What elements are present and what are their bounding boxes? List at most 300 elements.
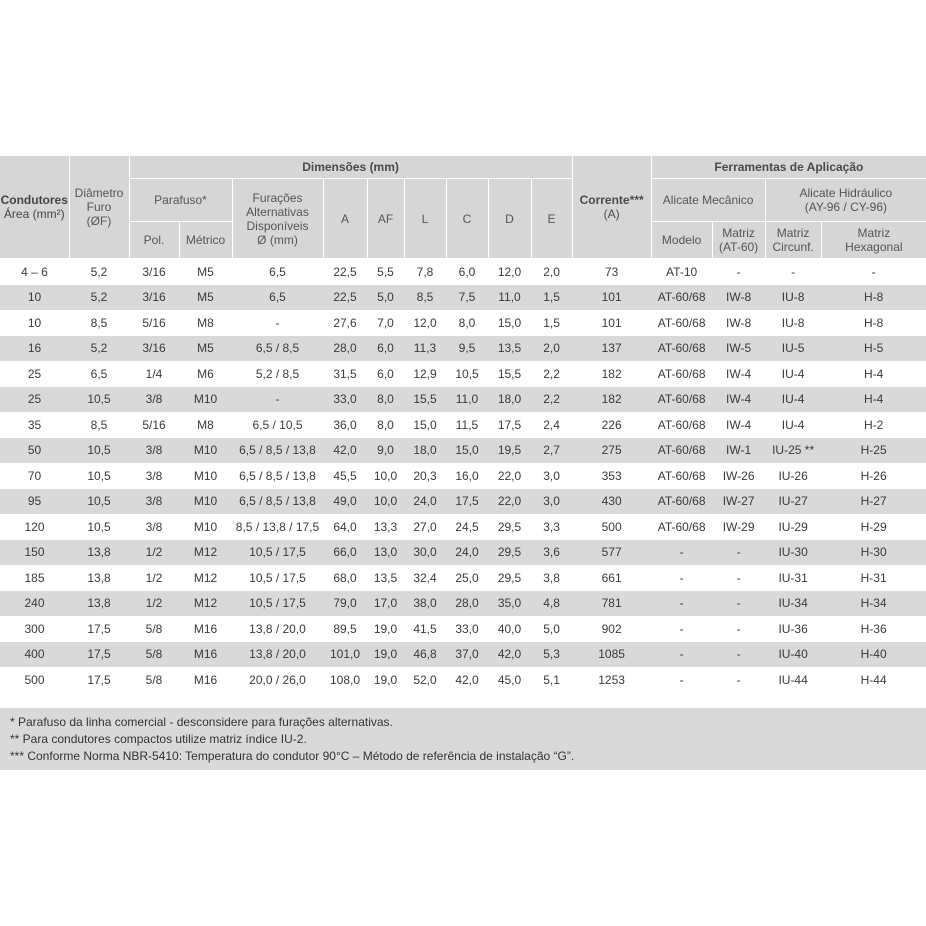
connector-spec-table bbox=[0, 156, 926, 693]
cell-conductor-area: 120 bbox=[0, 514, 69, 540]
cell-conductor-area: 50 bbox=[0, 438, 69, 464]
cell-conductor-area: 70 bbox=[0, 463, 69, 489]
cell-conductor-area: 95 bbox=[0, 489, 69, 515]
header-current-label: Corrente*** bbox=[579, 193, 644, 207]
cell-dim-d: 11,0 bbox=[488, 285, 531, 311]
cell-dim-c: 24,0 bbox=[446, 540, 488, 566]
cell-dim-e: 2,4 bbox=[531, 412, 572, 438]
cell-matrix-at60: - bbox=[712, 667, 765, 693]
header-dim-e: E bbox=[531, 179, 572, 259]
cell-conductor-area: 25 bbox=[0, 387, 69, 413]
cell-dim-e: 5,0 bbox=[531, 616, 572, 642]
cell-matrix-hex: H-8 bbox=[821, 310, 926, 336]
cell-hole-diameter: 13,8 bbox=[69, 540, 129, 566]
cell-dim-d: 29,5 bbox=[488, 540, 531, 566]
cell-matrix-at60: IW-1 bbox=[712, 438, 765, 464]
cell-alt-holes: 10,5 / 17,5 bbox=[232, 591, 323, 617]
cell-dim-d: 15,0 bbox=[488, 310, 531, 336]
cell-matrix-hex: H-29 bbox=[821, 514, 926, 540]
cell-matrix-hex: H-36 bbox=[821, 616, 926, 642]
header-hyd-tool-line1: Alicate Hidráulico bbox=[799, 186, 893, 200]
cell-matrix-at60: IW-4 bbox=[712, 387, 765, 413]
header-hole-diameter-line2: Furo bbox=[86, 200, 112, 214]
cell-conductor-area: 4 – 6 bbox=[0, 259, 69, 285]
cell-dim-af: 8,0 bbox=[367, 412, 404, 438]
cell-dim-c: 11,0 bbox=[446, 387, 488, 413]
cell-hole-diameter: 8,5 bbox=[69, 310, 129, 336]
header-matrix-circ bbox=[765, 222, 821, 259]
cell-screw-metric: M10 bbox=[179, 514, 232, 540]
cell-matrix-at60: IW-4 bbox=[712, 412, 765, 438]
cell-model: AT-60/68 bbox=[651, 412, 712, 438]
cell-dim-e: 3,0 bbox=[531, 489, 572, 515]
table-row bbox=[0, 514, 926, 540]
cell-alt-holes: 13,8 / 20,0 bbox=[232, 616, 323, 642]
cell-dim-d: 29,5 bbox=[488, 514, 531, 540]
cell-alt-holes: 10,5 / 17,5 bbox=[232, 540, 323, 566]
cell-screw-pol: 5/16 bbox=[129, 412, 179, 438]
cell-model: - bbox=[651, 565, 712, 591]
cell-dim-l: 18,0 bbox=[404, 438, 446, 464]
cell-dim-d: 18,0 bbox=[488, 387, 531, 413]
cell-dim-e: 2,2 bbox=[531, 361, 572, 387]
cell-conductor-area: 150 bbox=[0, 540, 69, 566]
cell-dim-e: 3,8 bbox=[531, 565, 572, 591]
cell-dim-l: 24,0 bbox=[404, 489, 446, 515]
cell-dim-l: 15,5 bbox=[404, 387, 446, 413]
cell-hole-diameter: 10,5 bbox=[69, 463, 129, 489]
cell-matrix-at60: - bbox=[712, 259, 765, 285]
cell-hole-diameter: 8,5 bbox=[69, 412, 129, 438]
cell-dim-d: 12,0 bbox=[488, 259, 531, 285]
cell-screw-pol: 5/8 bbox=[129, 616, 179, 642]
header-screw: Parafuso* bbox=[129, 179, 232, 222]
header-matrix-at60 bbox=[712, 222, 765, 259]
cell-dim-af: 5,5 bbox=[367, 259, 404, 285]
cell-screw-metric: M8 bbox=[179, 412, 232, 438]
cell-matrix-circ: IU-25 ** bbox=[765, 438, 821, 464]
cell-dim-a: 28,0 bbox=[323, 336, 367, 362]
cell-dim-l: 32,4 bbox=[404, 565, 446, 591]
cell-dim-af: 10,0 bbox=[367, 489, 404, 515]
cell-dim-af: 6,0 bbox=[367, 336, 404, 362]
table-row bbox=[0, 565, 926, 591]
cell-dim-c: 15,0 bbox=[446, 438, 488, 464]
cell-alt-holes: 20,0 / 26,0 bbox=[232, 667, 323, 693]
cell-matrix-hex: H-4 bbox=[821, 387, 926, 413]
cell-dim-a: 66,0 bbox=[323, 540, 367, 566]
cell-dim-c: 9,5 bbox=[446, 336, 488, 362]
cell-matrix-circ: IU-36 bbox=[765, 616, 821, 642]
header-hyd-tool bbox=[765, 179, 926, 222]
cell-screw-pol: 5/8 bbox=[129, 667, 179, 693]
header-current-unit: (A) bbox=[603, 207, 620, 221]
table-row bbox=[0, 667, 926, 693]
cell-dim-af: 19,0 bbox=[367, 642, 404, 668]
header-current bbox=[572, 156, 651, 259]
cell-conductor-area: 35 bbox=[0, 412, 69, 438]
cell-alt-holes: 6,5 / 10,5 bbox=[232, 412, 323, 438]
cell-conductor-area: 25 bbox=[0, 361, 69, 387]
cell-dim-d: 35,0 bbox=[488, 591, 531, 617]
cell-screw-pol: 3/8 bbox=[129, 438, 179, 464]
cell-model: AT-60/68 bbox=[651, 514, 712, 540]
cell-matrix-circ: IU-26 bbox=[765, 463, 821, 489]
header-matrix-hex-line1: Matriz bbox=[857, 226, 891, 240]
cell-dim-l: 52,0 bbox=[404, 667, 446, 693]
cell-matrix-circ: IU-8 bbox=[765, 285, 821, 311]
cell-dim-d: 13,5 bbox=[488, 336, 531, 362]
table-row bbox=[0, 438, 926, 464]
cell-dim-c: 33,0 bbox=[446, 616, 488, 642]
cell-conductor-area: 10 bbox=[0, 310, 69, 336]
cell-screw-pol: 5/8 bbox=[129, 642, 179, 668]
cell-matrix-hex: H-5 bbox=[821, 336, 926, 362]
table-row bbox=[0, 642, 926, 668]
cell-alt-holes: 8,5 / 13,8 / 17,5 bbox=[232, 514, 323, 540]
cell-matrix-at60: IW-29 bbox=[712, 514, 765, 540]
cell-screw-pol: 3/16 bbox=[129, 336, 179, 362]
cell-dim-l: 41,5 bbox=[404, 616, 446, 642]
table-row bbox=[0, 259, 926, 285]
cell-dim-e: 2,0 bbox=[531, 259, 572, 285]
cell-alt-holes: 6,5 / 8,5 bbox=[232, 336, 323, 362]
cell-screw-metric: M5 bbox=[179, 285, 232, 311]
cell-current: 101 bbox=[572, 310, 651, 336]
cell-dim-a: 42,0 bbox=[323, 438, 367, 464]
cell-matrix-at60: IW-26 bbox=[712, 463, 765, 489]
cell-dim-e: 5,1 bbox=[531, 667, 572, 693]
cell-dim-a: 68,0 bbox=[323, 565, 367, 591]
cell-matrix-hex: H-25 bbox=[821, 438, 926, 464]
cell-model: AT-60/68 bbox=[651, 438, 712, 464]
cell-screw-metric: M16 bbox=[179, 642, 232, 668]
table-row bbox=[0, 361, 926, 387]
cell-conductor-area: 500 bbox=[0, 667, 69, 693]
cell-dim-c: 10,5 bbox=[446, 361, 488, 387]
cell-dim-af: 7,0 bbox=[367, 310, 404, 336]
cell-model: - bbox=[651, 642, 712, 668]
cell-dim-d: 15,5 bbox=[488, 361, 531, 387]
cell-matrix-hex: H-4 bbox=[821, 361, 926, 387]
cell-matrix-circ: IU-34 bbox=[765, 591, 821, 617]
cell-alt-holes: 10,5 / 17,5 bbox=[232, 565, 323, 591]
table-row bbox=[0, 285, 926, 311]
cell-matrix-at60: - bbox=[712, 616, 765, 642]
cell-dim-a: 49,0 bbox=[323, 489, 367, 515]
header-hole-diameter-line1: Diâmetro bbox=[74, 186, 124, 200]
cell-dim-c: 7,5 bbox=[446, 285, 488, 311]
cell-dim-af: 13,5 bbox=[367, 565, 404, 591]
cell-screw-pol: 1/2 bbox=[129, 565, 179, 591]
cell-screw-pol: 5/16 bbox=[129, 310, 179, 336]
cell-dim-l: 11,3 bbox=[404, 336, 446, 362]
table-body bbox=[0, 259, 926, 693]
cell-current: 1253 bbox=[572, 667, 651, 693]
cell-alt-holes: 6,5 / 8,5 / 13,8 bbox=[232, 463, 323, 489]
cell-dim-af: 13,0 bbox=[367, 540, 404, 566]
cell-matrix-at60: IW-4 bbox=[712, 361, 765, 387]
cell-screw-metric: M16 bbox=[179, 667, 232, 693]
table-header bbox=[0, 156, 926, 259]
cell-dim-e: 1,5 bbox=[531, 285, 572, 311]
cell-current: 902 bbox=[572, 616, 651, 642]
cell-alt-holes: 6,5 / 8,5 / 13,8 bbox=[232, 438, 323, 464]
cell-alt-holes: 13,8 / 20,0 bbox=[232, 642, 323, 668]
cell-screw-metric: M12 bbox=[179, 591, 232, 617]
cell-dim-a: 31,5 bbox=[323, 361, 367, 387]
cell-dim-a: 79,0 bbox=[323, 591, 367, 617]
cell-dim-l: 15,0 bbox=[404, 412, 446, 438]
footnote-compact: ** Para condutores compactos utilize matriz índice IU-2. bbox=[10, 732, 307, 746]
cell-matrix-at60: - bbox=[712, 540, 765, 566]
header-mech-tool: Alicate Mecânico bbox=[651, 179, 765, 222]
cell-dim-d: 29,5 bbox=[488, 565, 531, 591]
cell-screw-metric: M8 bbox=[179, 310, 232, 336]
cell-matrix-circ: IU-27 bbox=[765, 489, 821, 515]
cell-dim-l: 8,5 bbox=[404, 285, 446, 311]
cell-matrix-hex: - bbox=[821, 259, 926, 285]
header-dim-af: AF bbox=[367, 179, 404, 259]
cell-dim-e: 4,8 bbox=[531, 591, 572, 617]
cell-matrix-at60: IW-5 bbox=[712, 336, 765, 362]
cell-dim-a: 101,0 bbox=[323, 642, 367, 668]
cell-model: - bbox=[651, 667, 712, 693]
cell-dim-e: 3,0 bbox=[531, 463, 572, 489]
cell-model: AT-60/68 bbox=[651, 361, 712, 387]
cell-current: 353 bbox=[572, 463, 651, 489]
cell-current: 1085 bbox=[572, 642, 651, 668]
cell-dim-c: 8,0 bbox=[446, 310, 488, 336]
cell-dim-e: 5,3 bbox=[531, 642, 572, 668]
cell-screw-metric: M10 bbox=[179, 387, 232, 413]
cell-current: 275 bbox=[572, 438, 651, 464]
cell-current: 500 bbox=[572, 514, 651, 540]
cell-conductor-area: 300 bbox=[0, 616, 69, 642]
cell-matrix-hex: H-8 bbox=[821, 285, 926, 311]
cell-conductor-area: 10 bbox=[0, 285, 69, 311]
cell-model: - bbox=[651, 540, 712, 566]
cell-model: - bbox=[651, 591, 712, 617]
header-hyd-tool-line2: (AY-96 / CY-96) bbox=[804, 200, 887, 214]
cell-alt-holes: 6,5 bbox=[232, 285, 323, 311]
table-row bbox=[0, 387, 926, 413]
cell-screw-metric: M16 bbox=[179, 616, 232, 642]
header-conductors-label: Condutores bbox=[0, 193, 68, 207]
header-matrix-at60-line1: Matriz bbox=[722, 226, 755, 240]
cell-matrix-circ: IU-44 bbox=[765, 667, 821, 693]
cell-matrix-at60: - bbox=[712, 565, 765, 591]
header-alt-holes-line1: Furações bbox=[252, 190, 303, 205]
header-screw-pol: Pol. bbox=[129, 222, 179, 259]
cell-dim-af: 19,0 bbox=[367, 667, 404, 693]
cell-matrix-circ: IU-4 bbox=[765, 361, 821, 387]
cell-screw-metric: M5 bbox=[179, 259, 232, 285]
cell-dim-e: 2,2 bbox=[531, 387, 572, 413]
cell-current: 182 bbox=[572, 387, 651, 413]
header-hole-diameter bbox=[69, 156, 129, 259]
cell-matrix-at60: IW-8 bbox=[712, 285, 765, 311]
header-matrix-circ-line2: Circunf. bbox=[772, 240, 814, 254]
cell-dim-c: 16,0 bbox=[446, 463, 488, 489]
header-alt-holes bbox=[232, 179, 323, 259]
cell-conductor-area: 185 bbox=[0, 565, 69, 591]
cell-dim-a: 36,0 bbox=[323, 412, 367, 438]
footnotes bbox=[0, 708, 926, 770]
cell-hole-diameter: 10,5 bbox=[69, 438, 129, 464]
cell-matrix-hex: H-44 bbox=[821, 667, 926, 693]
cell-matrix-at60: - bbox=[712, 642, 765, 668]
cell-screw-metric: M12 bbox=[179, 540, 232, 566]
cell-dim-c: 37,0 bbox=[446, 642, 488, 668]
cell-dim-c: 28,0 bbox=[446, 591, 488, 617]
cell-matrix-hex: H-30 bbox=[821, 540, 926, 566]
table-row bbox=[0, 616, 926, 642]
cell-screw-pol: 3/8 bbox=[129, 387, 179, 413]
cell-dim-e: 1,5 bbox=[531, 310, 572, 336]
header-matrix-circ-line1: Matriz bbox=[776, 226, 810, 240]
cell-current: 661 bbox=[572, 565, 651, 591]
header-matrix-at60-line2: (AT-60) bbox=[719, 240, 759, 254]
cell-matrix-circ: IU-29 bbox=[765, 514, 821, 540]
cell-screw-pol: 3/16 bbox=[129, 285, 179, 311]
cell-alt-holes: 5,2 / 8,5 bbox=[232, 361, 323, 387]
cell-dim-l: 7,8 bbox=[404, 259, 446, 285]
cell-alt-holes: 6,5 bbox=[232, 259, 323, 285]
cell-matrix-hex: H-31 bbox=[821, 565, 926, 591]
cell-hole-diameter: 17,5 bbox=[69, 642, 129, 668]
cell-dim-d: 17,5 bbox=[488, 412, 531, 438]
cell-dim-l: 27,0 bbox=[404, 514, 446, 540]
table-row bbox=[0, 540, 926, 566]
cell-model: AT-60/68 bbox=[651, 310, 712, 336]
cell-dim-c: 42,0 bbox=[446, 667, 488, 693]
cell-conductor-area: 400 bbox=[0, 642, 69, 668]
cell-hole-diameter: 13,8 bbox=[69, 591, 129, 617]
cell-matrix-circ: IU-40 bbox=[765, 642, 821, 668]
cell-screw-pol: 3/8 bbox=[129, 514, 179, 540]
cell-alt-holes: 6,5 / 8,5 / 13,8 bbox=[232, 489, 323, 515]
cell-hole-diameter: 5,2 bbox=[69, 285, 129, 311]
cell-dim-l: 12,0 bbox=[404, 310, 446, 336]
table-row bbox=[0, 489, 926, 515]
cell-hole-diameter: 10,5 bbox=[69, 514, 129, 540]
cell-screw-metric: M5 bbox=[179, 336, 232, 362]
cell-screw-pol: 3/8 bbox=[129, 489, 179, 515]
cell-dim-c: 25,0 bbox=[446, 565, 488, 591]
cell-matrix-at60: - bbox=[712, 591, 765, 617]
cell-conductor-area: 16 bbox=[0, 336, 69, 362]
cell-screw-pol: 3/16 bbox=[129, 259, 179, 285]
cell-dim-a: 27,6 bbox=[323, 310, 367, 336]
cell-screw-pol: 1/4 bbox=[129, 361, 179, 387]
cell-model: AT-60/68 bbox=[651, 336, 712, 362]
cell-dim-l: 20,3 bbox=[404, 463, 446, 489]
cell-dim-c: 17,5 bbox=[446, 489, 488, 515]
header-tools: Ferramentas de Aplicação bbox=[651, 156, 926, 179]
cell-matrix-circ: IU-31 bbox=[765, 565, 821, 591]
cell-dim-af: 8,0 bbox=[367, 387, 404, 413]
cell-dim-af: 13,3 bbox=[367, 514, 404, 540]
cell-matrix-circ: IU-30 bbox=[765, 540, 821, 566]
cell-alt-holes: - bbox=[232, 310, 323, 336]
header-dim-c: C bbox=[446, 179, 488, 259]
cell-hole-diameter: 5,2 bbox=[69, 336, 129, 362]
cell-hole-diameter: 5,2 bbox=[69, 259, 129, 285]
header-hole-diameter-line3: (ØF) bbox=[86, 214, 112, 228]
cell-model: AT-60/68 bbox=[651, 387, 712, 413]
cell-conductor-area: 240 bbox=[0, 591, 69, 617]
cell-screw-pol: 1/2 bbox=[129, 591, 179, 617]
cell-matrix-circ: IU-4 bbox=[765, 387, 821, 413]
footnote-norm: *** Conforme Norma NBR-5410: Temperatura do condutor 90°C – Método de referência de instalação “G”. bbox=[10, 749, 575, 763]
cell-dim-af: 17,0 bbox=[367, 591, 404, 617]
table-row bbox=[0, 591, 926, 617]
cell-dim-a: 33,0 bbox=[323, 387, 367, 413]
cell-dim-a: 22,5 bbox=[323, 285, 367, 311]
cell-current: 577 bbox=[572, 540, 651, 566]
cell-matrix-hex: H-27 bbox=[821, 489, 926, 515]
cell-dim-a: 22,5 bbox=[323, 259, 367, 285]
cell-dim-af: 5,0 bbox=[367, 285, 404, 311]
cell-current: 182 bbox=[572, 361, 651, 387]
header-dim-l: L bbox=[404, 179, 446, 259]
cell-dim-c: 11,5 bbox=[446, 412, 488, 438]
header-alt-holes-line4: Ø (mm) bbox=[257, 232, 298, 247]
cell-matrix-hex: H-40 bbox=[821, 642, 926, 668]
cell-matrix-at60: IW-27 bbox=[712, 489, 765, 515]
cell-alt-holes: - bbox=[232, 387, 323, 413]
cell-dim-l: 46,8 bbox=[404, 642, 446, 668]
cell-dim-e: 2,0 bbox=[531, 336, 572, 362]
cell-dim-a: 108,0 bbox=[323, 667, 367, 693]
cell-screw-metric: M10 bbox=[179, 463, 232, 489]
cell-dim-d: 40,0 bbox=[488, 616, 531, 642]
cell-current: 430 bbox=[572, 489, 651, 515]
table-row bbox=[0, 412, 926, 438]
header-dim-d: D bbox=[488, 179, 531, 259]
cell-current: 226 bbox=[572, 412, 651, 438]
cell-dim-l: 30,0 bbox=[404, 540, 446, 566]
cell-dim-l: 38,0 bbox=[404, 591, 446, 617]
header-dimensions: Dimensões (mm) bbox=[129, 156, 572, 179]
header-dim-a: A bbox=[323, 179, 367, 259]
header-screw-metric: Métrico bbox=[179, 222, 232, 259]
cell-dim-c: 24,5 bbox=[446, 514, 488, 540]
cell-screw-metric: M10 bbox=[179, 489, 232, 515]
cell-dim-e: 3,3 bbox=[531, 514, 572, 540]
cell-screw-metric: M12 bbox=[179, 565, 232, 591]
table-row bbox=[0, 336, 926, 362]
cell-dim-af: 9,0 bbox=[367, 438, 404, 464]
cell-dim-a: 64,0 bbox=[323, 514, 367, 540]
footnote-screw: * Parafuso da linha comercial - desconsidere para furações alternativas. bbox=[10, 715, 393, 729]
table-row bbox=[0, 310, 926, 336]
cell-screw-pol: 1/2 bbox=[129, 540, 179, 566]
header-alt-holes-line3: Disponíveis bbox=[246, 218, 309, 233]
cell-dim-af: 6,0 bbox=[367, 361, 404, 387]
cell-matrix-hex: H-34 bbox=[821, 591, 926, 617]
cell-hole-diameter: 10,5 bbox=[69, 387, 129, 413]
cell-hole-diameter: 6,5 bbox=[69, 361, 129, 387]
table-row bbox=[0, 463, 926, 489]
cell-matrix-circ: IU-4 bbox=[765, 412, 821, 438]
header-matrix-hex bbox=[821, 222, 926, 259]
cell-matrix-circ: IU-5 bbox=[765, 336, 821, 362]
cell-dim-d: 42,0 bbox=[488, 642, 531, 668]
cell-model: AT-60/68 bbox=[651, 463, 712, 489]
cell-dim-a: 45,5 bbox=[323, 463, 367, 489]
